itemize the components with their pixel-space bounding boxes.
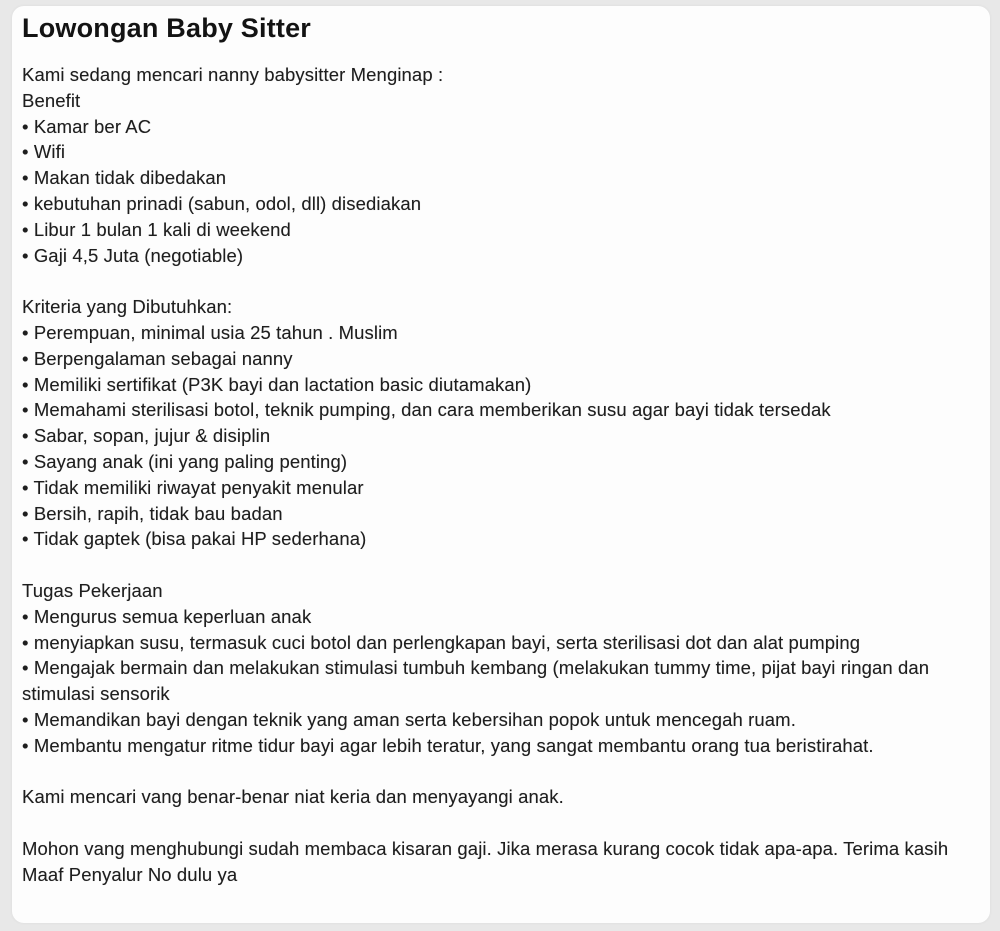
paragraph-kriteria (22, 294, 974, 552)
text-line: Kami mencari vang benar-benar niat keria dan menyayangi anak. (22, 786, 564, 808)
text-line: • menyiapkan susu, termasuk cuci botol dan perlengkapan bayi, serta sterilisasi dot dan alat pumping (22, 631, 861, 653)
text-line: • Sayang anak (ini yang paling penting) (22, 450, 348, 472)
text-line: • Berpengalaman sebagai nanny (22, 347, 293, 369)
text-line: • Kamar ber AC (22, 115, 152, 137)
text-line: • Perempuan, minimal usia 25 tahun . Muslim (22, 321, 398, 343)
text-line: Maaf Penyalur No dulu ya (22, 863, 238, 885)
text-line: Kriteria yang Dibutuhkan: (22, 296, 233, 318)
text-line: • Gaji 4,5 Juta (negotiable) (22, 244, 244, 266)
text-line: • Memandikan bayi dengan teknik yang aman serta kebersihan popok untuk mencegah ruam. (22, 708, 796, 730)
text-line: • Makan tidak dibedakan (22, 167, 227, 189)
paragraph-tugas (22, 578, 974, 759)
text-line: • Sabar, sopan, jujur & disiplin (22, 425, 271, 447)
text-line: • kebutuhan prinadi (sabun, odol, dll) disediakan (22, 192, 422, 214)
text-line: • Tidak memiliki riwayat penyakit menular (22, 476, 364, 498)
text-line: • Memahami sterilisasi botol, teknik pumping, dan cara memberikan susu agar bayi tidak tersedak (22, 399, 831, 421)
job-post-card (12, 6, 990, 923)
text-line: • Wifi (22, 141, 66, 163)
text-line: • Membantu mengatur ritme tidur bayi agar lebih teratur, yang sangat membantu orang tua beristirahat. (22, 734, 874, 756)
text-line: Tugas Pekerjaan (22, 579, 163, 601)
text-line: • Mengurus semua keperluan anak (22, 605, 312, 627)
text-line: • Tidak gaptek (bisa pakai HP sederhana) (22, 528, 367, 550)
text-line: • Bersih, rapih, tidak bau badan (22, 502, 283, 524)
paragraph-closing-note (22, 784, 974, 810)
paragraph-contact-note (22, 836, 974, 888)
text-line: • Mengajak bermain dan melakukan stimulasi tumbuh kembang (melakukan tummy time, pijat bayi ringan dan stimulasi sensorik (22, 657, 930, 705)
paragraph-intro-benefit (22, 62, 974, 268)
text-line: • Libur 1 bulan 1 kali di weekend (22, 218, 291, 240)
job-post-body (22, 62, 974, 888)
text-line: Benefit (22, 89, 81, 111)
text-line: Kami sedang mencari nanny babysitter Menginap : (22, 64, 444, 85)
text-line: • Memiliki sertifikat (P3K bayi dan lactation basic diutamakan) (22, 373, 532, 395)
text-line: Mohon vang menghubungi sudah membaca kisaran gaji. Jika merasa kurang cocok tidak apa-apa. Terima kasih (22, 837, 949, 859)
page-title: Lowongan Baby Sitter (22, 13, 312, 43)
